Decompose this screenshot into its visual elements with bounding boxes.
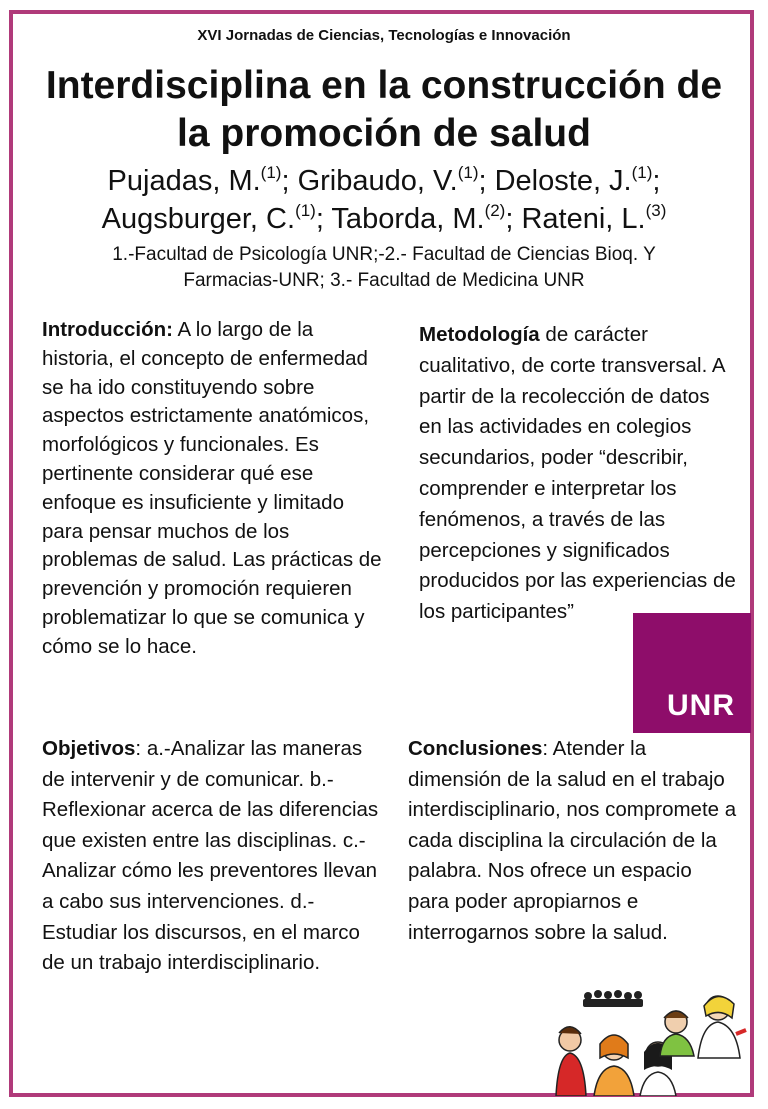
affiliations (20, 242, 748, 294)
author-name: ; Deloste, J. (478, 165, 632, 197)
event-name: XVI Jornadas de Ciencias, Tecnologías e Innovación (197, 27, 571, 44)
unr-logo-text: UNR (667, 689, 735, 722)
section-metodologia (419, 320, 737, 628)
section-heading: Metodología (419, 323, 540, 346)
section-text: A lo largo de la historia, el concepto de enfermedad se ha ido constituyendo sobre aspectos estrictamente anatómicos, morfológicos y funcionales. Es pertinente considerar qué ese enfoque es insuficiente y limitado para pensar muchos de los problemas de salud. Las prácticas de prevención y promoción requieren problematizar lo que se comunica y cómo se lo hace. (42, 318, 382, 658)
authors (20, 162, 748, 238)
author-name: Pujadas, M. (107, 165, 261, 197)
affiliation-line-1: 1.-Facultad de Psicología UNR;-2.- Facultad de Ciencias Bioq. Y (112, 244, 656, 265)
authors-line-1 (20, 162, 748, 200)
section-text: de carácter cualitativo, de corte transversal. A partir de la recolección de datos en las actividades en colegios secundarios, poder “describir, comprender e interpretar los fenómenos, a través de las percepciones y significados producidos por las experiencias de los participantes” (419, 323, 736, 624)
author-name: Augsburger, C. (101, 203, 296, 235)
author-affil-ref: (1) (295, 201, 316, 220)
section-heading: Introducción: (42, 318, 173, 341)
section-introduccion (42, 316, 390, 662)
section-conclusiones (408, 734, 738, 948)
author-affil-ref: (1) (457, 163, 479, 182)
section-text: : Atender la dimensión de la salud en el trabajo interdisciplinario, nos compromete a cada disciplina la circulación de la palabra. Nos ofrece un espacio para poder apropiarnos e interrogarnos sobre la salud. (408, 737, 737, 944)
authors-line-2 (20, 200, 748, 238)
section-text: : a.-Analizar las maneras de intervenir y de comunicar. b.-Reflexionar acerca de las diferencias que existen entre las disciplinas. c.-Analizar cómo les preventores llevan a cabo sus intervenciones. d.-Estudiar los discursos, en el marco de un trabajo interdisciplinario. (42, 737, 379, 975)
author-affil-ref: (1) (631, 163, 653, 182)
author-name: ; Taborda, M. (315, 203, 485, 235)
unr-logo (633, 613, 751, 733)
author-name: ; Rateni, L. (505, 203, 646, 235)
author-name: ; Gribaudo, V. (281, 165, 458, 197)
title-line-1: Interdisciplina en la construcción de (45, 64, 723, 107)
author-affil-ref: (2) (484, 201, 506, 220)
title-line-2: la promoción de salud (177, 112, 591, 155)
section-heading: Objetivos (42, 737, 136, 760)
poster-title (20, 62, 748, 158)
section-objetivos (42, 734, 387, 979)
author-affil-ref: (3) (645, 201, 667, 220)
author-separator: ; (652, 165, 661, 197)
section-heading: Conclusiones (408, 737, 543, 760)
author-affil-ref: (1) (260, 163, 282, 182)
affiliation-line-2: Farmacias-UNR; 3.- Facultad de Medicina UNR (183, 270, 585, 291)
people-illustration (548, 978, 748, 1096)
